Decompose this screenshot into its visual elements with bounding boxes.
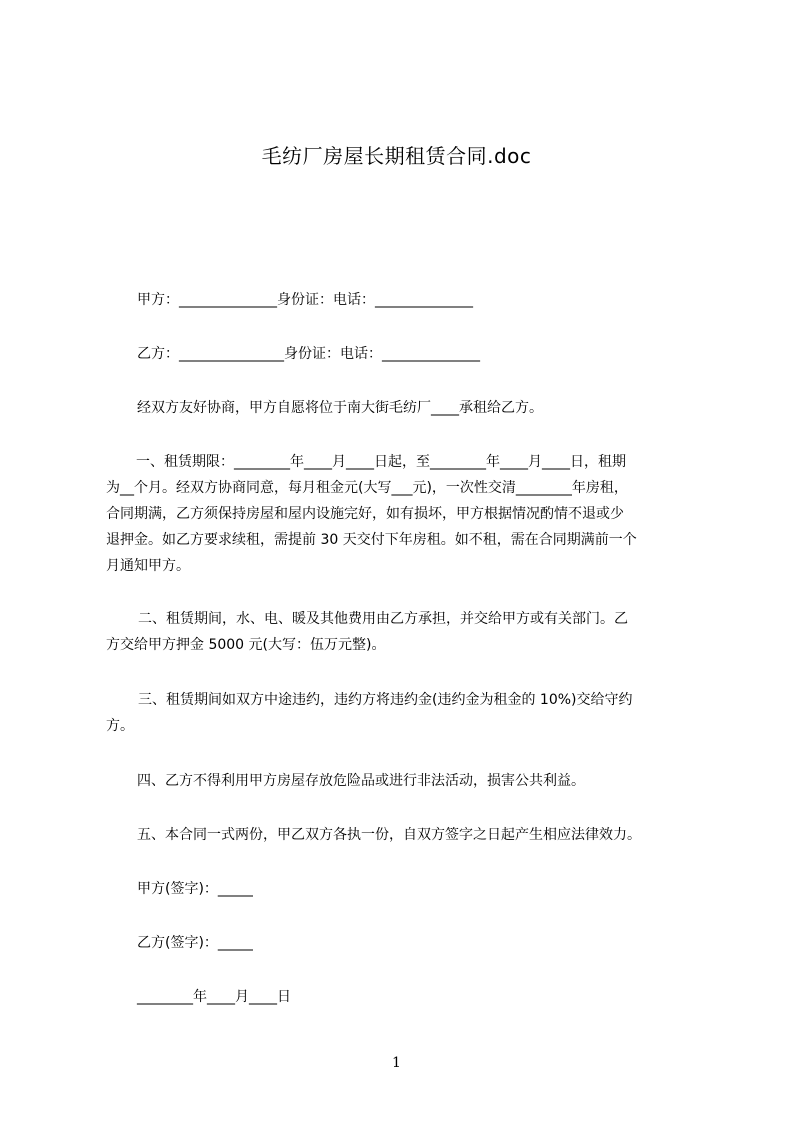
clause-1-line: 退押金。如乙方要求续租，需提前 30 天交付下年房租。如不租，需在合同期满前一个: [106, 532, 637, 548]
document-title: 毛纺厂房屋长期租赁合同.doc: [261, 144, 532, 168]
clause-2-line: 二、租赁期间，水、电、暖及其他费用由乙方承担，并交给甲方或有关部门。乙: [138, 611, 628, 627]
clause-2-line: 方交给甲方押金 5000 元(大写：伍万元整)。: [106, 637, 386, 653]
clause-5: 五、本合同一式两份，甲乙双方各执一份，自双方签字之日起产生相应法律效力。: [137, 827, 641, 843]
clause-3-line: 三、租赁期间如双方中途违约，违约方将违约金(违约金为租金的 10%)交给守约: [138, 692, 633, 708]
clause-4: 四、乙方不得利用甲方房屋存放危险品或进行非法活动，损害公共利益。: [137, 773, 585, 789]
party-a-signature: 甲方(签字)：_____: [137, 881, 253, 897]
clause-3-line: 方。: [106, 718, 134, 734]
clause-1-line: 一、租赁期限：________年____月____日起，至________年____月____日，租期: [136, 454, 626, 470]
party-a-line: 甲方：______________身份证：电话：______________: [137, 292, 473, 308]
clause-3: [106, 687, 706, 739]
clause-1-line: 为__个月。经双方协商同意，每月租金元(大写___元)，一次性交清________年房租，: [106, 480, 628, 496]
clause-1-line: 合同期满，乙方须保持房屋和屋内设施完好，如有损坏，甲方根据情况酌情不退或少: [106, 506, 624, 522]
intro-paragraph: 经双方友好协商，甲方自愿将位于南大街毛纺厂____承租给乙方。: [137, 400, 543, 416]
clause-2: [106, 606, 706, 658]
date-line: ________年____月____日: [137, 989, 291, 1005]
party-b-line: 乙方：_______________身份证：电话：______________: [137, 346, 480, 362]
page-number: 1: [392, 1055, 401, 1071]
clause-1: [106, 449, 706, 579]
clause-1-line: 月通知甲方。: [106, 558, 190, 574]
party-b-signature: 乙方(签字)：_____: [137, 935, 253, 951]
